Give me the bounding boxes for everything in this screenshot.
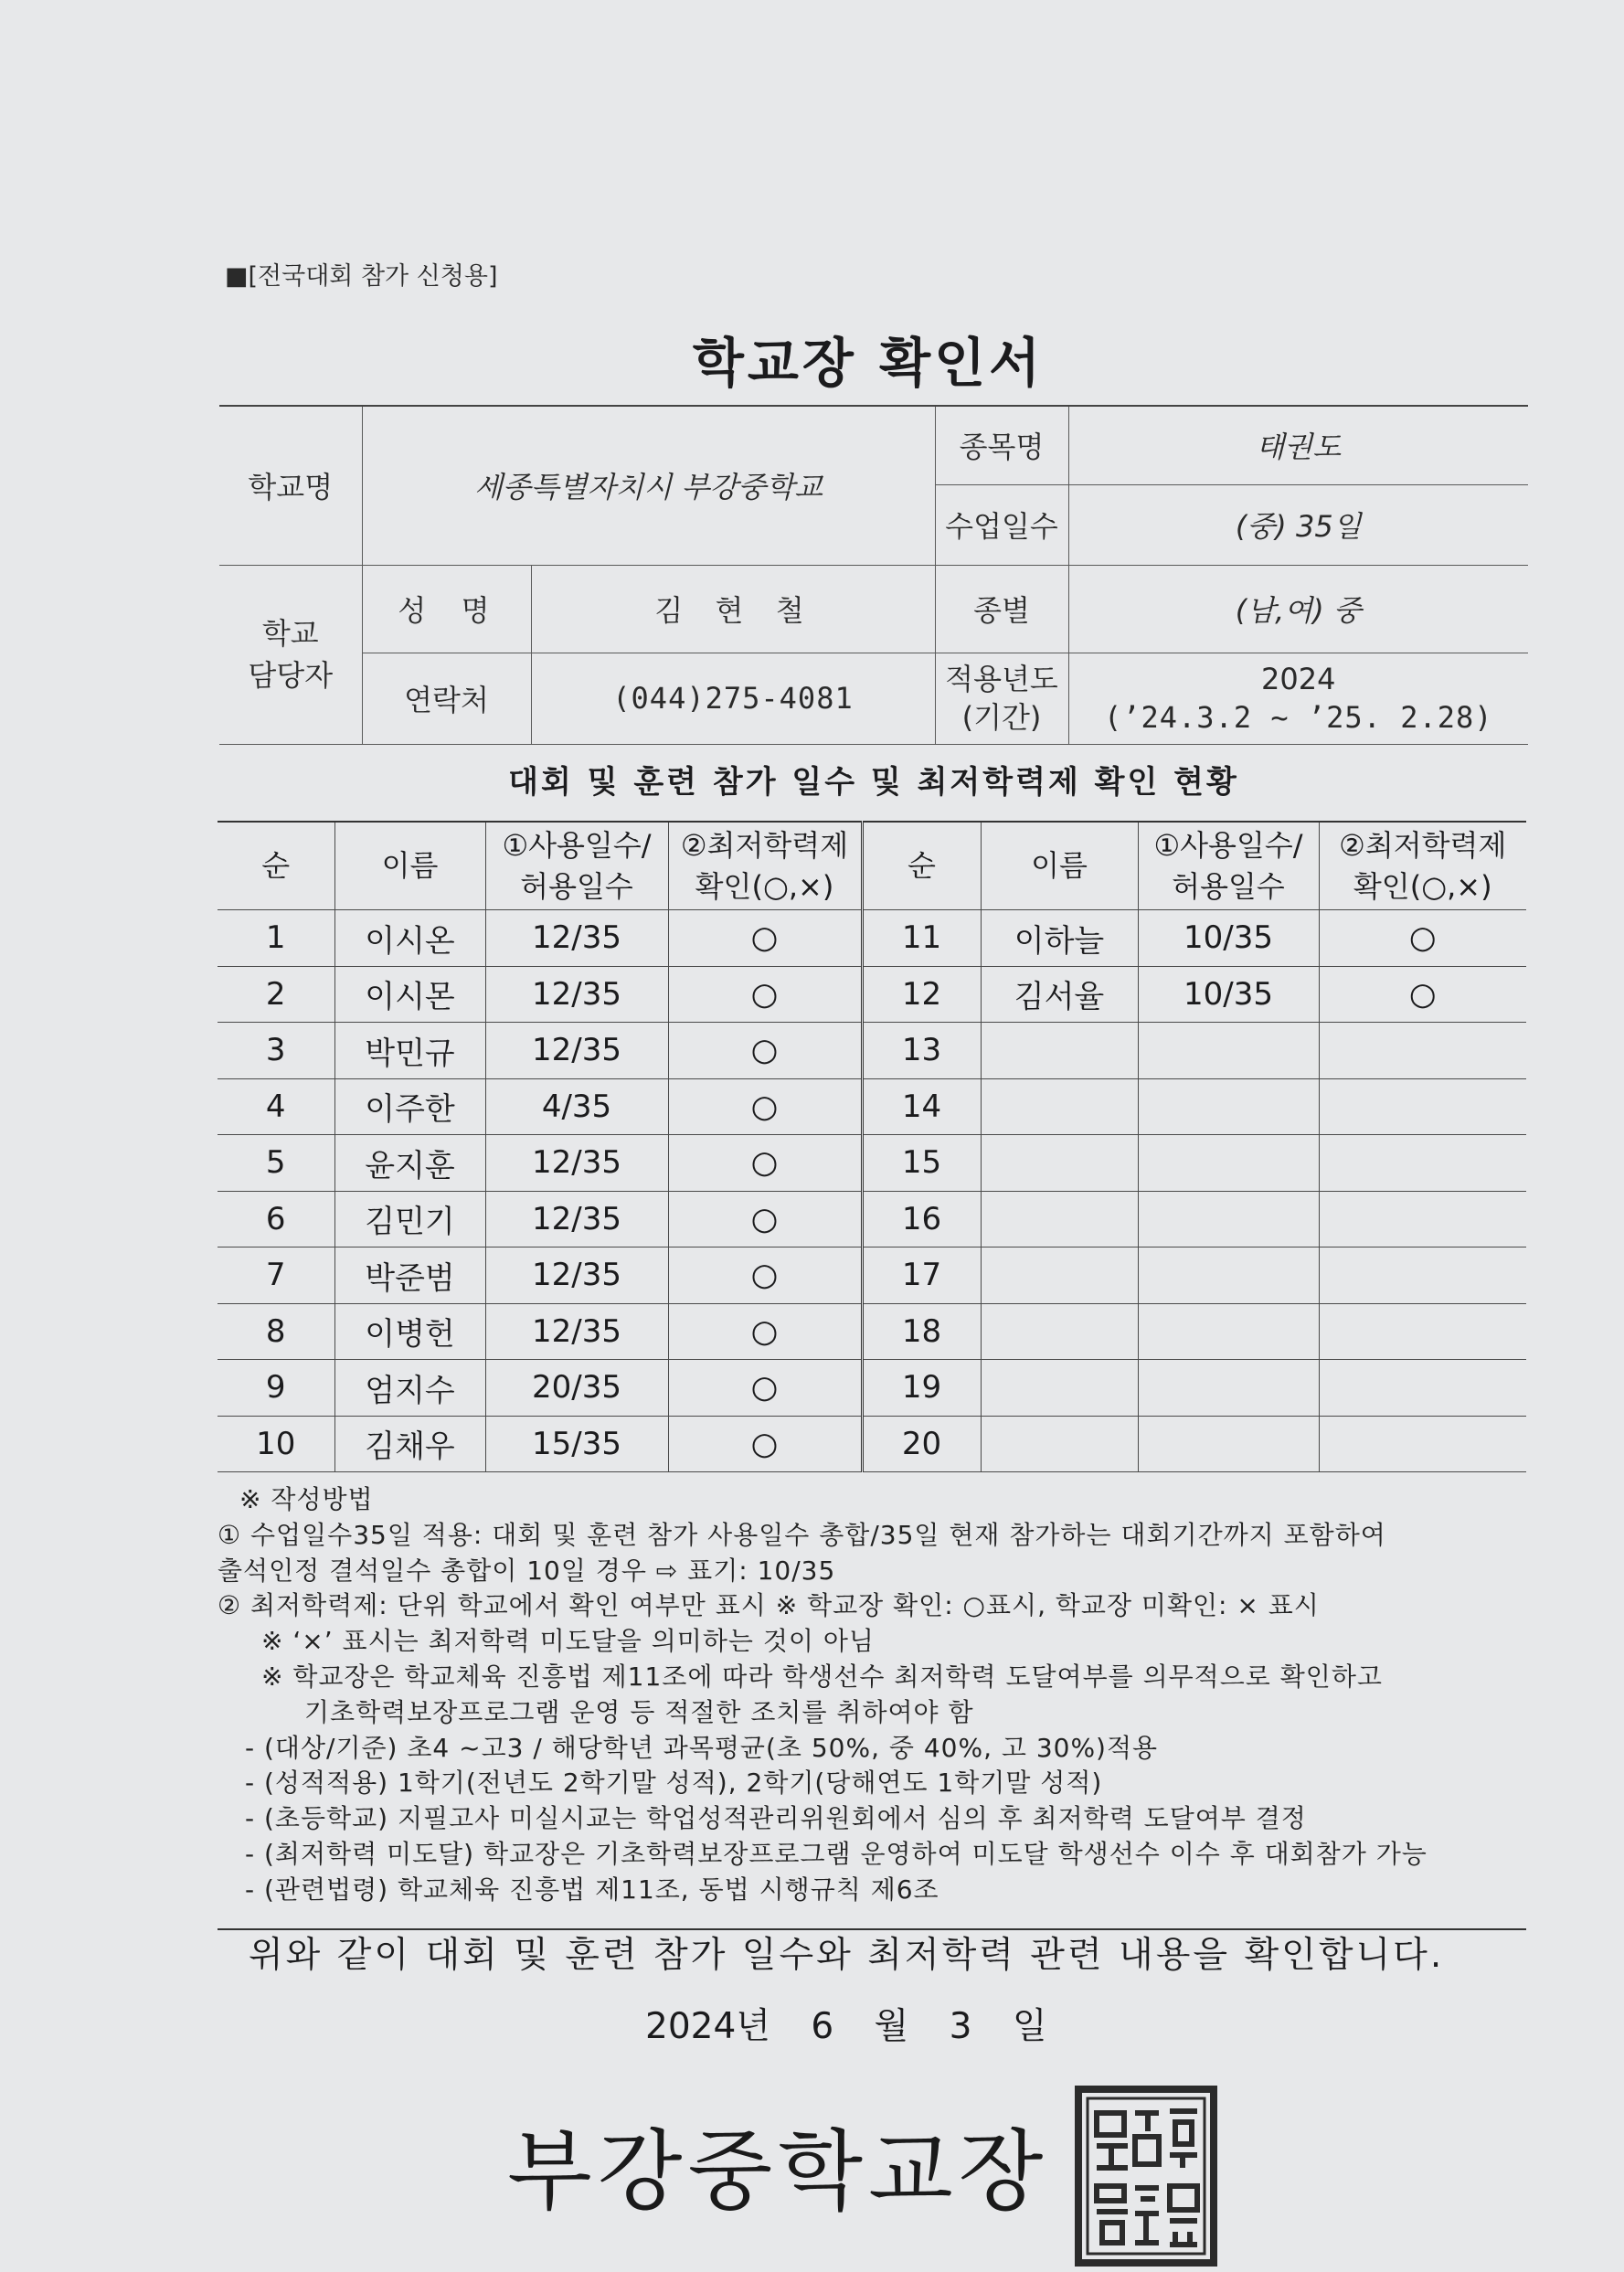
row-days: 12/35 [485,1247,668,1304]
row-check: ○ [668,1360,862,1417]
row-days [1138,1023,1319,1079]
row-no: 2 [218,966,334,1023]
row-check [1319,1135,1526,1192]
official-seal-icon [1075,2086,1217,2267]
event-value: 태권도 [1068,406,1528,484]
row-no: 6 [218,1191,334,1247]
row-no: 10 [218,1416,334,1472]
table-row [218,1191,1526,1247]
row-check [1319,1247,1526,1304]
row-no: 18 [862,1303,981,1360]
row-days: 12/35 [485,910,668,967]
date-text: 2024년 6 월 3 일 [645,2006,1047,2047]
row-name [981,1078,1138,1135]
detail-5: - (관련법령) 학교체육 진흥법 제11조, 동법 시행규칙 제6조 [245,1874,939,1905]
table-header-row [218,822,1526,910]
year-period [1068,653,1528,744]
row-no: 9 [218,1360,334,1417]
row-check [1319,1023,1526,1079]
table-row [218,1023,1526,1079]
row-check: ○ [1319,966,1526,1023]
row-name [981,1023,1138,1079]
row-name: 박민규 [334,1023,485,1079]
header-name-2: 이름 [981,822,1138,910]
name-label: 성 명 [362,565,531,653]
detail-3: - (초등학교) 지필고사 미실시교는 학업성적관리위원회에서 심의 후 최저학력 도달여부 결정 [245,1803,1307,1834]
participation-table-body [218,822,1526,1472]
days-value: (중) 35일 [1068,484,1528,565]
row-name [981,1247,1138,1304]
row-days: 20/35 [485,1360,668,1417]
row-check: ○ [668,1191,862,1247]
gender-label: 종별 [935,565,1068,653]
row-days [1138,1247,1319,1304]
document-title: 학교장 확인서 [692,332,1045,394]
row-days [1138,1135,1319,1192]
row-name [981,1416,1138,1472]
row-days [1138,1360,1319,1417]
gender-value: (남,여) 중 [1068,565,1528,653]
note-4b: 기초학력보장프로그램 운영 등 적절한 조치를 취하여야 함 [304,1696,974,1727]
row-days: 12/35 [485,1135,668,1192]
row-check: ○ [668,1135,862,1192]
contact-value: (044)275-4081 [531,653,935,744]
form-tag: ■[전국대회 참가 신청용] [225,262,498,291]
participation-table [218,821,1526,1472]
header-no-2: 순 [862,822,981,910]
school-label: 학교명 [219,406,362,565]
table-row [218,1135,1526,1192]
confirm-text: 위와 같이 대회 및 훈련 참가 일수와 최저학력 관련 내용을 확인합니다. [249,1935,1445,1976]
row-no: 19 [862,1360,981,1417]
row-name: 이시온 [334,910,485,967]
row-check [1319,1191,1526,1247]
row-check: ○ [1319,910,1526,967]
row-no: 1 [218,910,334,967]
row-check: ○ [668,1078,862,1135]
row-no: 8 [218,1303,334,1360]
row-check: ○ [668,910,862,967]
days-label: 수업일수 [935,484,1068,565]
row-name: 엄지수 [334,1360,485,1417]
row-days [1138,1303,1319,1360]
header-days: ①사용일수/ 허용일수 [485,822,668,910]
row-no: 15 [862,1135,981,1192]
row-name: 박준범 [334,1247,485,1304]
row-name: 김서율 [981,966,1138,1023]
row-name: 윤지훈 [334,1135,485,1192]
header-no: 순 [218,822,334,910]
notes-section [218,1482,1534,1908]
row-no: 12 [862,966,981,1023]
row-check [1319,1416,1526,1472]
row-check [1319,1360,1526,1417]
row-days: 10/35 [1138,966,1319,1023]
table-row [218,1078,1526,1135]
row-name: 김채우 [334,1416,485,1472]
row-check: ○ [668,966,862,1023]
row-no: 3 [218,1023,334,1079]
row-days [1138,1078,1319,1135]
note-2: ② 최저학력제: 단위 학교에서 확인 여부만 표시 ※ 학교장 확인: ○표시, 학교장 미확인: × 표시 [218,1590,1320,1621]
row-check: ○ [668,1247,862,1304]
row-name [981,1360,1138,1417]
table-row [218,1360,1526,1417]
row-no: 16 [862,1191,981,1247]
row-days: 4/35 [485,1078,668,1135]
row-no: 5 [218,1135,334,1192]
row-check: ○ [668,1303,862,1360]
year-value: 2024 [1261,662,1336,696]
row-days [1138,1416,1319,1472]
note-4a: ※ 학교장은 학교체육 진흥법 제11조에 따라 학생선수 최저학력 도달여부를 의무적으로 확인하고 [261,1661,1383,1692]
row-check: ○ [668,1416,862,1472]
row-no: 14 [862,1078,981,1135]
row-no: 7 [218,1247,334,1304]
row-days [1138,1191,1319,1247]
name-value: 김 현 철 [531,565,935,653]
event-label: 종목명 [935,406,1068,484]
row-days: 12/35 [485,1303,668,1360]
header-check: ②최저학력제 확인(○,×) [668,822,862,910]
row-no: 4 [218,1078,334,1135]
school-value: 세종특별자치시 부강중학교 [362,406,935,565]
notes-heading: ※ 작성방법 [239,1484,374,1514]
row-days: 12/35 [485,1023,668,1079]
header-check-2: ②최저학력제 확인(○,×) [1319,822,1526,910]
table-row [218,910,1526,967]
detail-2: - (성적적용) 1학기(전년도 2학기말 성적), 2학기(당해연도 1학기말 성적) [245,1768,1103,1799]
row-no: 13 [862,1023,981,1079]
school-info-table [219,405,1528,745]
table-row [218,966,1526,1023]
row-name: 이주한 [334,1078,485,1135]
detail-1: - (대상/기준) 초4 ~고3 / 해당학년 과목평균(초 50%, 중 40%, 고 30%)적용 [245,1732,1159,1763]
row-name [981,1135,1138,1192]
section-title: 대회 및 훈련 참가 일수 및 최저학력제 확인 현황 [508,764,1239,801]
row-name: 이병헌 [334,1303,485,1360]
table-row [218,1416,1526,1472]
manager-label: 학교 담당자 [219,565,362,744]
table-row [218,1247,1526,1304]
period-value: (’24.3.2 ~ ’25. 2.28) [1103,700,1493,735]
row-no: 17 [862,1247,981,1304]
row-check [1319,1078,1526,1135]
row-check: ○ [668,1023,862,1079]
row-no: 11 [862,910,981,967]
row-name [981,1191,1138,1247]
row-name: 김민기 [334,1191,485,1247]
header-days-2: ①사용일수/ 허용일수 [1138,822,1319,910]
contact-label: 연락처 [362,653,531,744]
row-days: 15/35 [485,1416,668,1472]
header-name: 이름 [334,822,485,910]
detail-4: - (최저학력 미도달) 학교장은 기초학력보장프로그램 운영하여 미도달 학생선수 이수 후 대회참가 가능 [245,1838,1428,1869]
table-row [218,1303,1526,1360]
row-name [981,1303,1138,1360]
note-3: ※ ‘×’ 표시는 최저학력 미도달을 의미하는 것이 아님 [261,1626,875,1657]
note-1a: ① 수업일수35일 적용: 대회 및 훈련 참가 사용일수 총합/35일 현재 참가하는 대회기간까지 포함하여 [218,1519,1386,1550]
row-check [1319,1303,1526,1360]
note-1b: 출석인정 결석일수 총합이 10일 경우 ⇨ 표기: 10/35 [218,1555,836,1586]
row-days: 12/35 [485,1191,668,1247]
row-days: 12/35 [485,966,668,1023]
row-name: 이하늘 [981,910,1138,967]
row-name: 이시몬 [334,966,485,1023]
row-days: 10/35 [1138,910,1319,967]
year-label: 적용년도 (기간) [935,653,1068,744]
principal-signature: 부강중학교장 [507,2120,1049,2223]
row-no: 20 [862,1416,981,1472]
